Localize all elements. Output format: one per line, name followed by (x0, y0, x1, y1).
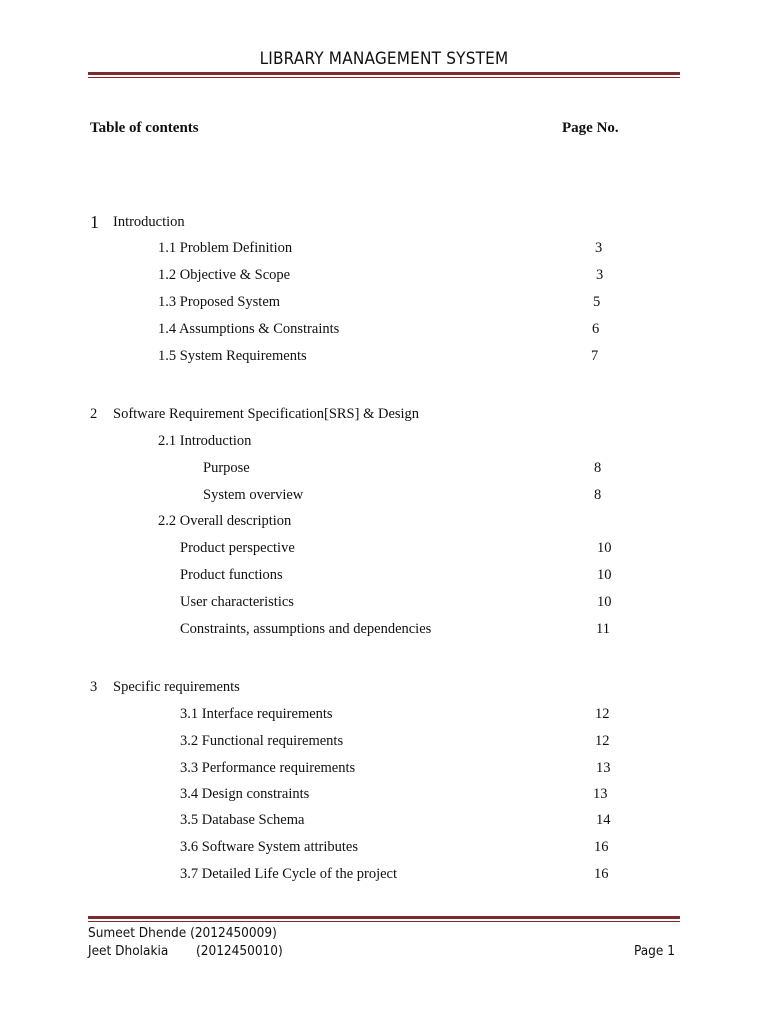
footer-page-number: Page 1 (634, 943, 675, 959)
header-divider (88, 72, 680, 78)
document-title: LIBRARY MANAGEMENT SYSTEM (259, 49, 509, 69)
toc-entry: 3.6 Software System attributes (180, 839, 359, 855)
toc-entry-page: 10 (597, 540, 612, 556)
toc-entry: 3.3 Performance requirements (180, 760, 356, 776)
toc-entry: Purpose (203, 460, 250, 476)
toc-entry-page: 6 (592, 321, 600, 337)
section-title: Specific requirements (113, 679, 240, 695)
toc-entry: 2.1 Introduction (158, 433, 252, 449)
toc-entry-page: 8 (594, 487, 602, 503)
toc-entry: 1.5 System Requirements (158, 348, 307, 364)
toc-entry: 3.5 Database Schema (180, 812, 305, 828)
toc-entry-page: 10 (597, 594, 612, 610)
toc-entry-page: 12 (595, 706, 610, 722)
toc-entry: User characteristics (180, 594, 294, 610)
section-number: 3 (90, 679, 98, 695)
toc-entry: Constraints, assumptions and dependencies (180, 621, 432, 637)
toc-entry: System overview (203, 487, 304, 503)
section-title: Software Requirement Specification[SRS] & Design (113, 406, 420, 422)
toc-entry-page: 13 (596, 760, 611, 776)
toc-entry-page: 3 (596, 267, 604, 283)
toc-entry-page: 13 (593, 786, 608, 802)
section-title: Introduction (113, 214, 185, 230)
toc-entry: 3.4 Design constraints (180, 786, 310, 802)
toc-entry: 1.3 Proposed System (158, 294, 281, 310)
toc-entry-page: 14 (596, 812, 611, 828)
toc-entry-page: 7 (591, 348, 599, 364)
toc-entry: 1.4 Assumptions & Constraints (158, 321, 340, 337)
toc-entry: 2.2 Overall description (158, 513, 292, 529)
toc-entry-page: 3 (595, 240, 603, 256)
toc-entry-page: 16 (594, 839, 609, 855)
toc-entry-page: 8 (594, 460, 602, 476)
footer-author-1: Sumeet Dhende (2012450009) (88, 925, 277, 941)
toc-entry: 3.2 Functional requirements (180, 733, 344, 749)
toc-entry-page: 11 (596, 621, 610, 637)
toc-entry: 1.1 Problem Definition (158, 240, 293, 256)
toc-heading: Table of contents (90, 120, 199, 136)
footer-divider (88, 916, 680, 922)
section-number: 1 (90, 212, 99, 232)
toc-entry: 1.2 Objective & Scope (158, 267, 291, 283)
toc-entry-page: 16 (594, 866, 609, 882)
toc-entry: Product functions (180, 567, 283, 583)
footer-author-2-name: Jeet Dholakia (88, 943, 169, 959)
toc-entry-page: 10 (597, 567, 612, 583)
toc-entry-page: 12 (595, 733, 610, 749)
section-number: 2 (90, 406, 98, 422)
page-number-heading: Page No. (562, 120, 619, 136)
toc-entry-page: 5 (593, 294, 601, 310)
toc-entry: 3.1 Interface requirements (180, 706, 333, 722)
toc-entry: Product perspective (180, 540, 295, 556)
footer-author-2-id: (2012450010) (196, 943, 283, 959)
toc-entry: 3.7 Detailed Life Cycle of the project (180, 866, 398, 882)
